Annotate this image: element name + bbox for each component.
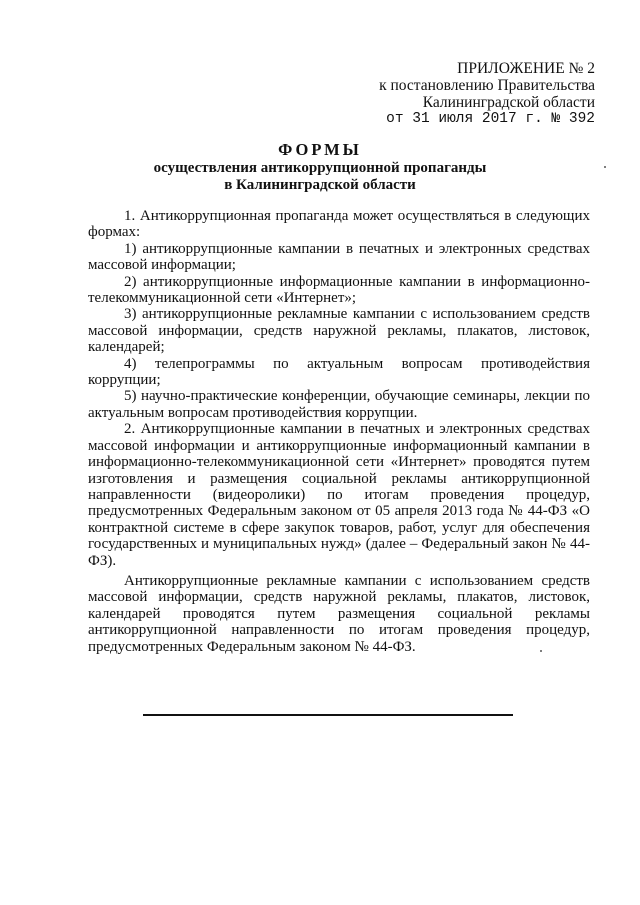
title-main: ФОРМЫ bbox=[278, 140, 362, 159]
paragraph-1: 1. Антикоррупционная пропаганда может осуществляться в следующих формах: bbox=[88, 208, 590, 241]
paragraph-2: 2. Антикоррупционные кампании в печатных и электронных средствах массовой информации и антикоррупционные информационный кампании в информационно-телекоммуникационной сети «Интернет» проводятся путем изготовления и размещения социальной рекламы антикоррупционной направленности (видеоролики) по итогам проведения процедур, предусмотренных Федеральным законом от 05 апреля 2013 года № 44-ФЗ «О контрактной системе в сфере закупок товаров, работ, услуг для обеспечения государственных и муниципальных нужд» (далее – Федеральный закон № 44-ФЗ). bbox=[88, 421, 590, 569]
appendix-date-number: от 31 июля 2017 г. № 392 bbox=[386, 111, 595, 127]
title-subtitle-line-2: в Калининградской области bbox=[224, 177, 416, 193]
paragraph-item-3: 3) антикоррупционные рекламные кампании с использованием средств массовой информации, средств наружной рекламы, плакатов, листовок, календарей; bbox=[88, 306, 590, 356]
appendix-resolution-ref: к постановлению Правительства bbox=[379, 77, 595, 94]
appendix-number: ПРИЛОЖЕНИЕ № 2 bbox=[457, 60, 595, 77]
appendix-header bbox=[360, 60, 595, 128]
document-title bbox=[80, 140, 560, 194]
paragraph-item-2: 2) антикоррупционные информационные кампании в информационно-телекоммуникационной сети «Интернет»; bbox=[88, 273, 590, 307]
scan-speck bbox=[540, 650, 542, 652]
document-body bbox=[88, 208, 590, 655]
paragraph-item-5: 5) научно-практические конференции, обучающие семинары, лекции по актуальным вопросам противодействия коррупции. bbox=[88, 388, 590, 421]
closing-rule bbox=[143, 714, 513, 716]
paragraph-3: Антикоррупционные рекламные кампании с использованием средств массовой информации, средств наружной рекламы, плакатов, листовок, календарей проводятся путем размещения социальной рекламы антикоррупционной направленности по итогам проведения процедур, предусмотренных Федеральным законом № 44-ФЗ. bbox=[88, 572, 590, 655]
paragraph-item-4: 4) телепрограммы по актуальным вопросам противодействия коррупции; bbox=[88, 355, 590, 389]
title-subtitle-line-1: осуществления антикоррупционной пропаганды bbox=[153, 160, 487, 176]
scan-speck bbox=[604, 166, 606, 168]
paragraph-item-1: 1) антикоррупционные кампании в печатных и электронных средствах массовой информации; bbox=[88, 240, 590, 274]
appendix-region: Калининградской области bbox=[422, 94, 595, 111]
